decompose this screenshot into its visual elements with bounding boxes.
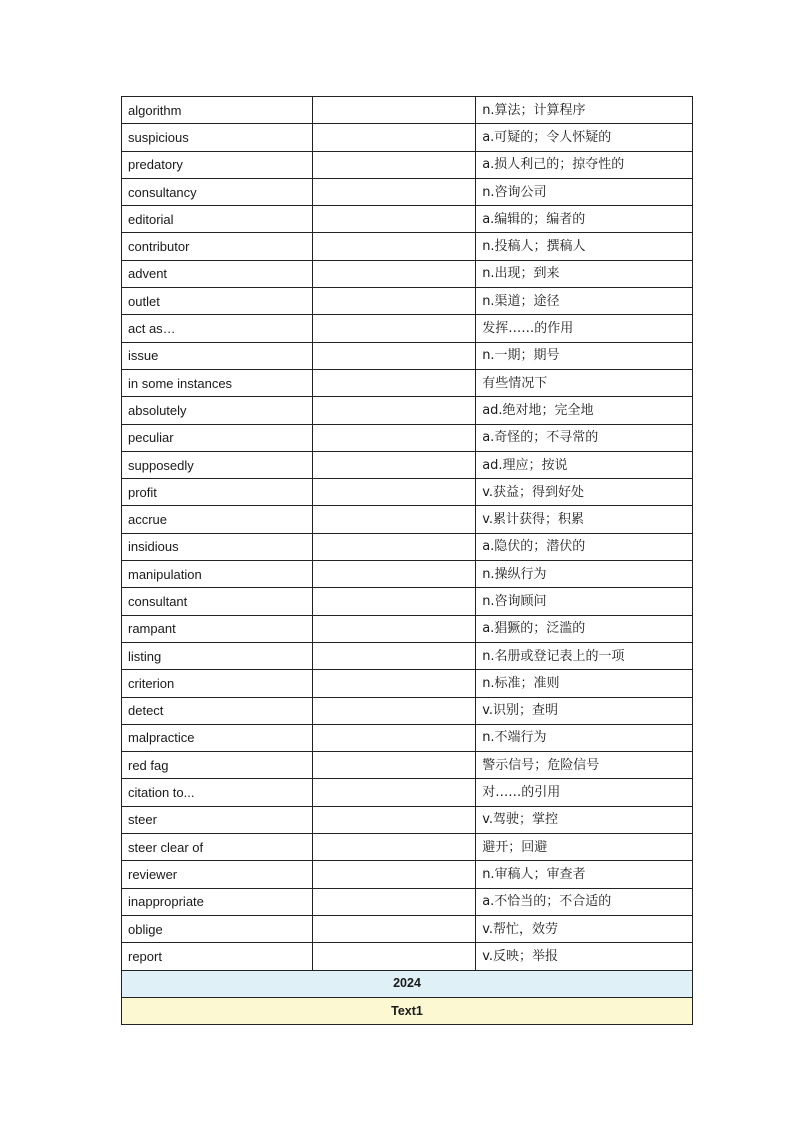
vocab-definition: v.驾驶；掌控	[476, 806, 693, 833]
vocab-row	[122, 861, 693, 888]
section-label: Text1	[122, 997, 693, 1024]
vocab-blank-cell	[313, 806, 476, 833]
vocab-word: listing	[122, 642, 313, 669]
vocab-blank-cell	[313, 943, 476, 970]
vocab-blank-cell	[313, 315, 476, 342]
vocab-definition: v.获益；得到好处	[476, 479, 693, 506]
vocab-row	[122, 779, 693, 806]
vocab-row	[122, 697, 693, 724]
vocab-blank-cell	[313, 861, 476, 888]
vocab-word: citation to...	[122, 779, 313, 806]
vocab-word: detect	[122, 697, 313, 724]
vocab-definition: n.出现；到来	[476, 260, 693, 287]
vocab-blank-cell	[313, 233, 476, 260]
vocab-row	[122, 615, 693, 642]
vocab-row	[122, 124, 693, 151]
vocab-definition: v.反映；举报	[476, 943, 693, 970]
vocab-row	[122, 915, 693, 942]
vocab-word: predatory	[122, 151, 313, 178]
vocabulary-table	[121, 96, 693, 1025]
vocab-word: accrue	[122, 506, 313, 533]
vocab-row	[122, 260, 693, 287]
vocab-blank-cell	[313, 124, 476, 151]
vocab-definition: n.咨询公司	[476, 178, 693, 205]
vocab-word: in some instances	[122, 369, 313, 396]
vocab-row	[122, 369, 693, 396]
vocab-blank-cell	[313, 424, 476, 451]
vocab-word: issue	[122, 342, 313, 369]
vocab-word: consultant	[122, 588, 313, 615]
vocab-word: report	[122, 943, 313, 970]
vocab-blank-cell	[313, 915, 476, 942]
vocab-row	[122, 206, 693, 233]
vocab-row	[122, 943, 693, 970]
vocab-definition: v.累计获得；积累	[476, 506, 693, 533]
vocab-row	[122, 642, 693, 669]
vocab-word: advent	[122, 260, 313, 287]
vocab-definition: v.识别；查明	[476, 697, 693, 724]
vocab-blank-cell	[313, 533, 476, 560]
vocab-definition: n.操纵行为	[476, 561, 693, 588]
vocab-definition: 对……的引用	[476, 779, 693, 806]
vocab-row	[122, 806, 693, 833]
vocab-word: supposedly	[122, 451, 313, 478]
vocab-blank-cell	[313, 342, 476, 369]
vocab-blank-cell	[313, 97, 476, 124]
vocab-word: oblige	[122, 915, 313, 942]
vocab-row	[122, 752, 693, 779]
vocab-word: malpractice	[122, 724, 313, 751]
vocab-definition: ad.理应；按说	[476, 451, 693, 478]
vocab-blank-cell	[313, 588, 476, 615]
vocab-row	[122, 451, 693, 478]
vocab-row	[122, 533, 693, 560]
vocab-definition: v.帮忙，效劳	[476, 915, 693, 942]
vocab-row	[122, 670, 693, 697]
vocab-definition: a.编辑的；编者的	[476, 206, 693, 233]
vocab-word: reviewer	[122, 861, 313, 888]
vocab-definition: n.算法；计算程序	[476, 97, 693, 124]
vocab-definition: n.一期；期号	[476, 342, 693, 369]
vocab-row	[122, 561, 693, 588]
vocab-word: suspicious	[122, 124, 313, 151]
vocab-row	[122, 888, 693, 915]
vocab-word: act as…	[122, 315, 313, 342]
vocab-word: peculiar	[122, 424, 313, 451]
vocab-word: contributor	[122, 233, 313, 260]
vocab-definition: n.渠道；途径	[476, 288, 693, 315]
vocab-definition: n.投稿人；撰稿人	[476, 233, 693, 260]
vocab-blank-cell	[313, 506, 476, 533]
vocab-row	[122, 724, 693, 751]
vocab-blank-cell	[313, 288, 476, 315]
vocab-row	[122, 342, 693, 369]
vocab-blank-cell	[313, 615, 476, 642]
section-row	[122, 997, 693, 1024]
vocab-blank-cell	[313, 206, 476, 233]
year-label: 2024	[122, 970, 693, 997]
vocab-blank-cell	[313, 888, 476, 915]
vocabulary-table-body	[122, 97, 693, 971]
vocab-blank-cell	[313, 260, 476, 287]
vocab-row	[122, 178, 693, 205]
vocab-definition: 有些情况下	[476, 369, 693, 396]
vocab-definition: n.不端行为	[476, 724, 693, 751]
vocab-row	[122, 424, 693, 451]
vocab-definition: a.隐伏的；潜伏的	[476, 533, 693, 560]
vocab-blank-cell	[313, 642, 476, 669]
vocab-word: inappropriate	[122, 888, 313, 915]
vocab-row	[122, 151, 693, 178]
vocab-word: steer	[122, 806, 313, 833]
vocab-definition: a.奇怪的；不寻常的	[476, 424, 693, 451]
vocab-row	[122, 479, 693, 506]
vocab-word: insidious	[122, 533, 313, 560]
vocab-definition: 警示信号；危险信号	[476, 752, 693, 779]
vocab-blank-cell	[313, 724, 476, 751]
vocab-definition: a.猖獗的；泛滥的	[476, 615, 693, 642]
vocab-blank-cell	[313, 670, 476, 697]
vocab-blank-cell	[313, 752, 476, 779]
vocab-word: rampant	[122, 615, 313, 642]
vocab-word: absolutely	[122, 397, 313, 424]
vocab-row	[122, 397, 693, 424]
vocab-definition: ad.绝对地；完全地	[476, 397, 693, 424]
vocab-word: steer clear of	[122, 834, 313, 861]
vocab-blank-cell	[313, 451, 476, 478]
year-row	[122, 970, 693, 997]
vocab-blank-cell	[313, 834, 476, 861]
vocab-blank-cell	[313, 779, 476, 806]
vocab-word: profit	[122, 479, 313, 506]
vocab-blank-cell	[313, 397, 476, 424]
vocab-blank-cell	[313, 561, 476, 588]
vocab-definition: n.审稿人；审查者	[476, 861, 693, 888]
vocab-row	[122, 834, 693, 861]
vocab-definition: n.标准；准则	[476, 670, 693, 697]
vocab-word: criterion	[122, 670, 313, 697]
vocab-row	[122, 233, 693, 260]
vocab-word: editorial	[122, 206, 313, 233]
vocab-word: red fag	[122, 752, 313, 779]
vocab-row	[122, 315, 693, 342]
vocab-definition: a.不恰当的；不合适的	[476, 888, 693, 915]
vocab-definition: 发挥……的作用	[476, 315, 693, 342]
vocab-definition: 避开；回避	[476, 834, 693, 861]
vocab-word: manipulation	[122, 561, 313, 588]
vocab-row	[122, 288, 693, 315]
vocab-row	[122, 97, 693, 124]
vocab-blank-cell	[313, 697, 476, 724]
vocab-blank-cell	[313, 151, 476, 178]
vocab-word: consultancy	[122, 178, 313, 205]
vocab-blank-cell	[313, 178, 476, 205]
vocab-definition: n.名册或登记表上的一项	[476, 642, 693, 669]
vocab-row	[122, 588, 693, 615]
vocab-blank-cell	[313, 479, 476, 506]
vocab-row	[122, 506, 693, 533]
vocab-definition: a.可疑的；令人怀疑的	[476, 124, 693, 151]
vocab-definition: n.咨询顾问	[476, 588, 693, 615]
vocab-word: outlet	[122, 288, 313, 315]
vocab-word: algorithm	[122, 97, 313, 124]
vocab-definition: a.损人利己的；掠夺性的	[476, 151, 693, 178]
vocab-blank-cell	[313, 369, 476, 396]
